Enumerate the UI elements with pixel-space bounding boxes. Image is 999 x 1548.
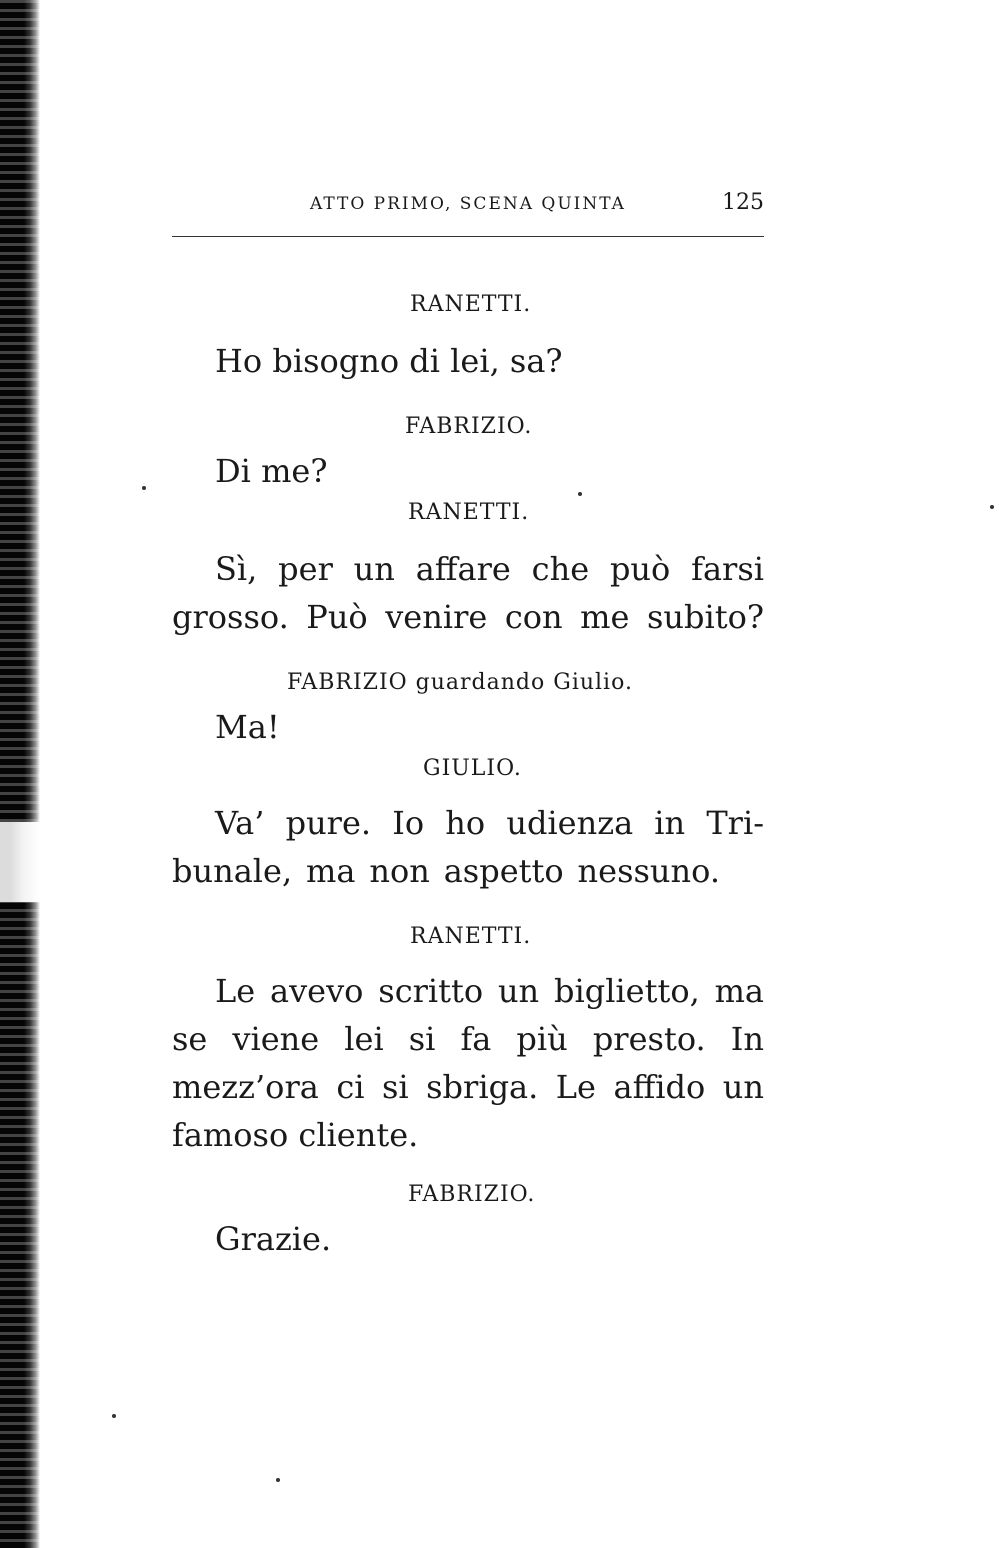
dialogue-line: famoso cliente.: [172, 1116, 419, 1154]
dialogue-line: mezz’ora ci si sbriga. Le affido un: [172, 1068, 764, 1106]
dialogue-line: Le avevo scritto un biglietto, ma: [215, 972, 764, 1010]
speaker-label: GIULIO.: [423, 756, 522, 781]
scan-speck: [112, 1414, 116, 1418]
running-title: ATTO PRIMO, SCENA QUINTA: [310, 194, 626, 214]
header-rule: [172, 236, 764, 237]
book-binding-shadow: [0, 0, 40, 1548]
page-number: 125: [722, 190, 764, 215]
binding-gap: [0, 822, 40, 902]
dialogue-line: bunale, ma non aspetto nessuno.: [172, 852, 720, 890]
speaker-label: RANETTI.: [410, 292, 532, 317]
speaker-label: RANETTI.: [410, 924, 532, 949]
speaker-label: FABRIZIO.: [405, 414, 533, 439]
scan-speck: [578, 492, 582, 496]
dialogue-line: Ma!: [215, 708, 280, 746]
speaker-label: FABRIZIO guardando Giulio.: [287, 670, 633, 695]
dialogue-line: se viene lei si fa più presto. In: [172, 1020, 764, 1058]
dialogue-line: Di me?: [215, 452, 328, 490]
running-head: [172, 190, 764, 220]
speaker-label: FABRIZIO.: [408, 1182, 536, 1207]
scan-speck: [142, 486, 146, 490]
dialogue-line: Grazie.: [215, 1220, 332, 1258]
scan-speck: [276, 1478, 280, 1482]
dialogue-line: grosso. Può venire con me subito?: [172, 598, 764, 636]
dialogue-line: Sì, per un affare che può farsi: [215, 550, 764, 588]
scan-speck: [990, 505, 994, 509]
speaker-label: RANETTI.: [408, 500, 530, 525]
dialogue-line: Ho bisogno di lei, sa?: [215, 342, 563, 380]
dialogue-line: Va’ pure. Io ho udienza in Tri-: [215, 804, 764, 842]
